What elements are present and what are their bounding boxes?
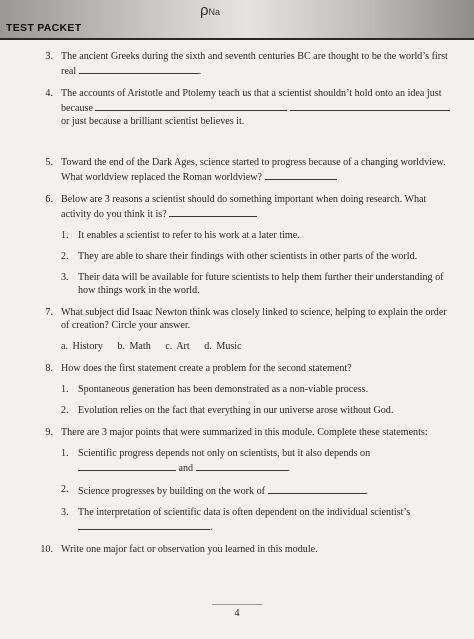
question-text: The ancient Greeks during the sixth and seventh centuries BC are thought to be the world’s first real [61,51,448,77]
question-number: 3. [45,51,53,62]
sub-text: Science progresses by building on the work of [78,486,265,497]
sub-item [61,404,450,417]
question-end: . [198,66,202,77]
footer-rule [212,604,262,605]
question-5 [0,156,474,184]
answer-blank[interactable] [169,206,257,217]
question-number: 6. [45,194,53,205]
sub-and: and [178,463,194,474]
question-text: What subject did Isaac Newton think was closely linked to science, helping to explain the order of creation? Circle your answer. [61,307,447,331]
sub-number: 2. [61,484,69,495]
sub-number: 3. [61,507,69,518]
answer-blank[interactable] [78,519,210,530]
question-6 [0,193,474,297]
sub-number: 1. [61,384,69,395]
choice-history[interactable]: a. History [61,341,103,352]
sub-text: Spontaneous generation has been demonstrated as a non-viable process. [78,384,369,395]
header-title: TEST PACKET [6,22,82,34]
header-mark-glyph: ρ [200,2,209,19]
header-rule [0,38,474,40]
question-text: Toward the end of the Dark Ages, science started to progress because of a changing worldview. What worldview replaced the Roman worldview? [61,157,446,183]
answer-blank[interactable] [265,169,337,180]
choice-music[interactable]: d. Music [204,341,242,352]
question-7 [0,306,474,353]
sub-number: 1. [61,230,69,241]
sub-text: Evolution relies on the fact that everything in our universe arose without God. [78,405,394,416]
answer-blank[interactable] [78,460,176,471]
sub-text: They are able to share their findings with other scientists in other parts of the world. [78,251,418,262]
question-text: The accounts of Aristotle and Ptolemy teach us that a scientist shouldn’t hold onto an idea just because [61,88,442,114]
sub-text: It enables a scientist to refer to his work at a later time. [78,230,300,241]
sub-number: 1. [61,448,69,459]
sub-end: . [210,522,213,533]
choice-math[interactable]: b. Math [117,341,151,352]
question-4 [0,87,474,128]
page-number: 4 [234,608,240,619]
answer-blank[interactable] [290,100,450,111]
question-number: 8. [45,363,53,374]
answer-blank[interactable] [79,63,199,74]
question-3 [0,50,474,78]
question-number: 5. [45,157,53,168]
answer-blank[interactable] [268,483,366,494]
sub-list [61,229,450,297]
sub-number: 3. [61,272,69,283]
question-number: 9. [45,427,53,438]
question-list [0,50,474,565]
sub-list [61,383,450,417]
question-9 [0,426,474,534]
sub-item [61,383,450,396]
sub-list [61,447,450,534]
question-text: Write one major fact or observation you learned in this module. [61,544,318,555]
sub-end: . [287,463,291,474]
header-mark [200,2,220,19]
sub-item [61,506,450,534]
sub-end: . [365,486,369,497]
question-number: 10. [40,544,53,555]
sub-text: Scientific progress depends not only on scientists, but it also depends on [78,448,371,459]
page-header [0,0,474,40]
question-number: 7. [45,307,53,318]
header-mark-sub: Na [208,7,221,17]
answer-blank[interactable] [95,100,287,111]
sub-number: 2. [61,251,69,262]
question-number: 4. [45,88,53,99]
sub-text: Their data will be available for future scientists to help them further their understanding of how things work in the world. [78,272,444,296]
sub-item [61,271,450,297]
sub-number: 2. [61,405,69,416]
question-8 [0,362,474,417]
question-end: or just because a brilliant scientist believes it. [61,116,245,127]
sub-item [61,229,450,242]
question-text: There are 3 major points that were summarized in this module. Complete these statements: [61,427,428,438]
question-text: Below are 3 reasons a scientist should do something important when doing research. What activity do you think it is? [61,194,427,220]
sub-item [61,250,450,263]
answer-blank[interactable] [196,460,288,471]
sub-item [61,447,450,475]
sub-text: The interpretation of scientific data is often dependent on the individual scientist’s [78,507,411,518]
choice-art[interactable]: c. Art [165,341,190,352]
question-10 [0,543,474,556]
answer-choices [61,340,450,353]
question-text: How does the first statement create a problem for the second statement? [61,363,352,374]
sub-item [61,483,450,498]
